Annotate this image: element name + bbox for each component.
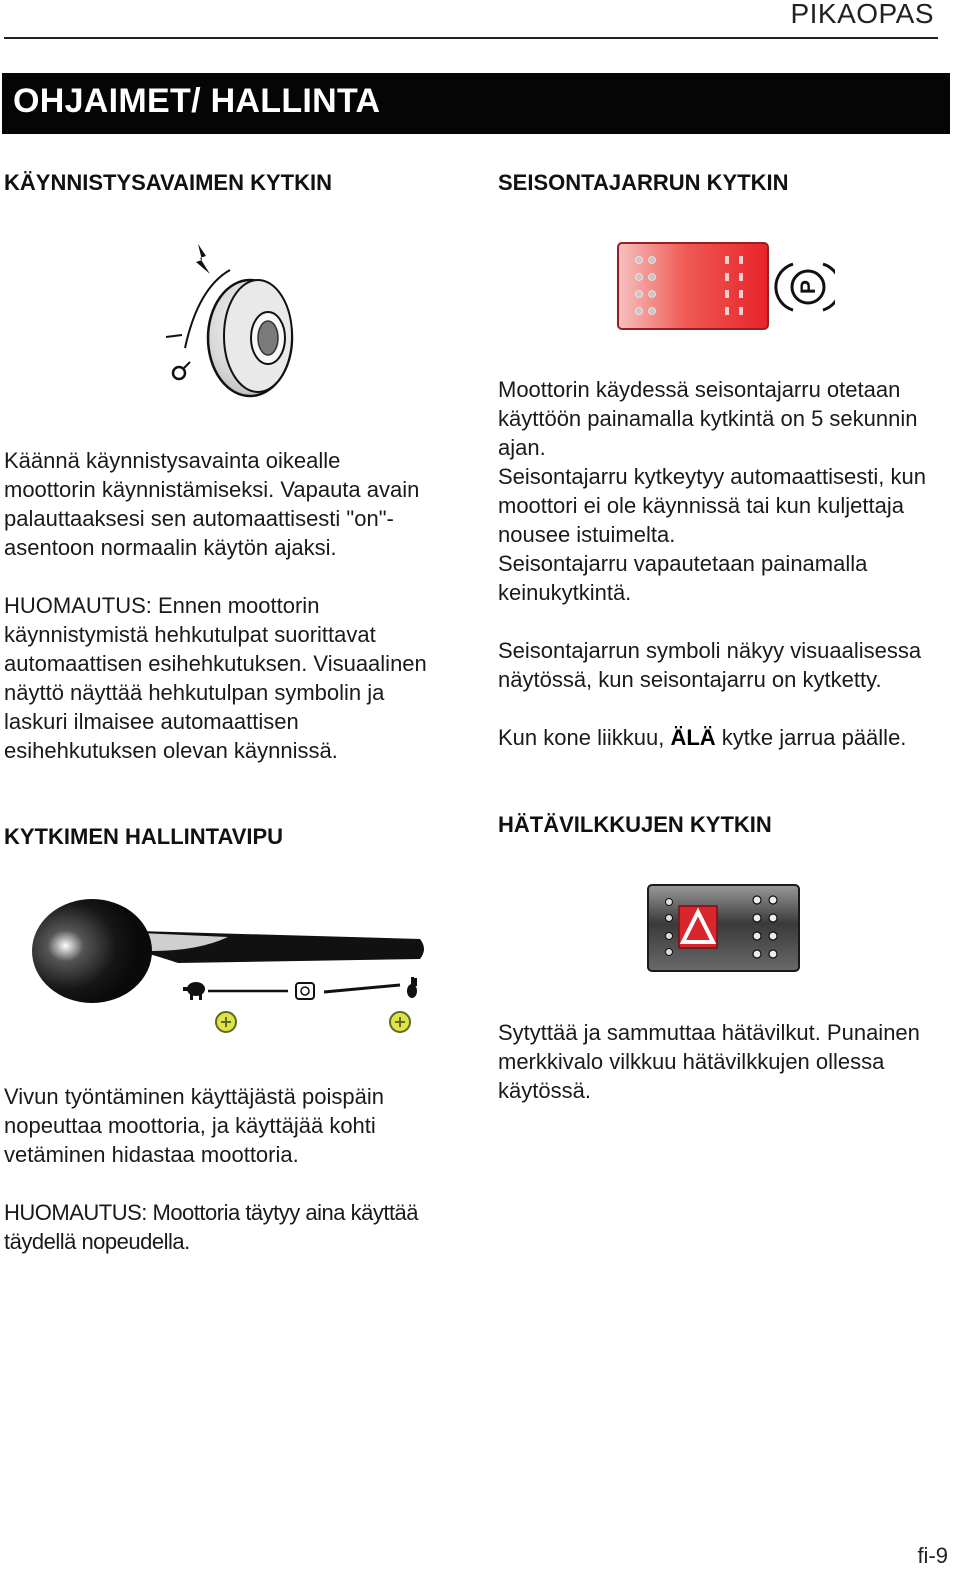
ignition-line: moottorin käynnistämiseksi. Vapauta avain — [4, 477, 420, 502]
header-label: PIKAOPAS — [790, 0, 934, 29]
throttle-note-line: täydellä nopeudella. — [4, 1229, 190, 1254]
ignition-note — [4, 591, 427, 765]
ignition-note-line: näyttö näyttää hehkutulpan symbolin ja — [4, 680, 385, 705]
parking-symbol: P — [797, 279, 820, 295]
ignition-description — [4, 446, 419, 562]
parking-line: ajan. — [498, 435, 546, 460]
parking-brake-symbol-note — [498, 636, 921, 694]
parking-line: keinukytkintä. — [498, 580, 632, 605]
throttle-lever-icon — [28, 893, 433, 1043]
throttle-heading: KYTKIMEN HALLINTAVIPU — [4, 824, 284, 849]
hazard-line: merkkivalo vilkkuu hätävilkkujen ollessa — [498, 1049, 885, 1074]
ignition-note-line: automaattisen esihehkutuksen. Visuaalinen — [4, 651, 427, 676]
ignition-heading: KÄYNNISTYSAVAIMEN KYTKIN — [4, 170, 332, 195]
parking-brake-switch-icon — [615, 240, 835, 332]
warning-emphasis: ÄLÄ — [670, 725, 716, 750]
throttle-note-line: HUOMAUTUS: Moottoria täytyy aina käyttää — [4, 1200, 419, 1225]
throttle-note — [4, 1198, 418, 1256]
parking-line: Seisontajarru kytkeytyy automaattisesti, kun — [498, 464, 926, 489]
hazard-switch-icon — [645, 882, 803, 974]
parking-symbol-line: Seisontajarrun symboli näkyy visuaalisessa — [498, 638, 922, 663]
hazard-line: käytössä. — [498, 1078, 591, 1103]
parking-brake-description — [498, 375, 926, 607]
parking-line: nousee istuimelta. — [498, 522, 676, 547]
warning-text: kytke jarrua päälle. — [715, 725, 907, 750]
hazard-line: Sytyttää ja sammuttaa hätävilkut. Punainen — [498, 1020, 920, 1045]
page-number: fi-9 — [917, 1543, 948, 1568]
parking-line: käyttöön painamalla kytkintä on 5 sekunnin — [498, 406, 918, 431]
hazard-description — [498, 1018, 920, 1105]
ignition-note-line: käynnistymistä hehkutulpat suorittavat — [4, 622, 376, 647]
throttle-line: Vivun työntäminen käyttäjästä poispäin — [4, 1084, 384, 1109]
ignition-line: Käännä käynnistysavainta oikealle — [4, 448, 341, 473]
parking-line: Moottorin käydessä seisontajarru otetaan — [498, 377, 901, 402]
hazard-heading: HÄTÄVILKKUJEN KYTKIN — [498, 812, 772, 837]
ignition-note-line: laskuri ilmaisee automaattisen — [4, 709, 299, 734]
throttle-line: vetäminen hidastaa moottoria. — [4, 1142, 299, 1167]
ignition-key-switch-icon — [160, 240, 310, 405]
throttle-line: nopeuttaa moottoria, ja käyttäjää kohti — [4, 1113, 376, 1138]
parking-brake-heading: SEISONTAJARRUN KYTKIN — [498, 170, 789, 195]
warning-text: Kun kone liikkuu, — [498, 725, 671, 750]
throttle-description — [4, 1082, 384, 1169]
parking-line: moottori ei ole käynnissä tai kun kuljettaja — [498, 493, 904, 518]
parking-line: Seisontajarru vapautetaan painamalla — [498, 551, 868, 576]
ignition-note-line: HUOMAUTUS: Ennen moottorin — [4, 593, 320, 618]
section-banner — [2, 73, 950, 134]
ignition-note-line: esihehkutuksen olevan käynnissä. — [4, 738, 338, 763]
page-title: OHJAIMET/ HALLINTA — [13, 82, 381, 120]
ignition-line: palauttaaksesi sen automaattisesti "on"- — [4, 506, 394, 531]
parking-symbol-line: näytössä, kun seisontajarru on kytketty. — [498, 667, 882, 692]
ignition-line: asentoon normaalin käytön ajaksi. — [4, 535, 337, 560]
header-divider — [4, 37, 938, 39]
parking-brake-warning — [498, 723, 906, 752]
